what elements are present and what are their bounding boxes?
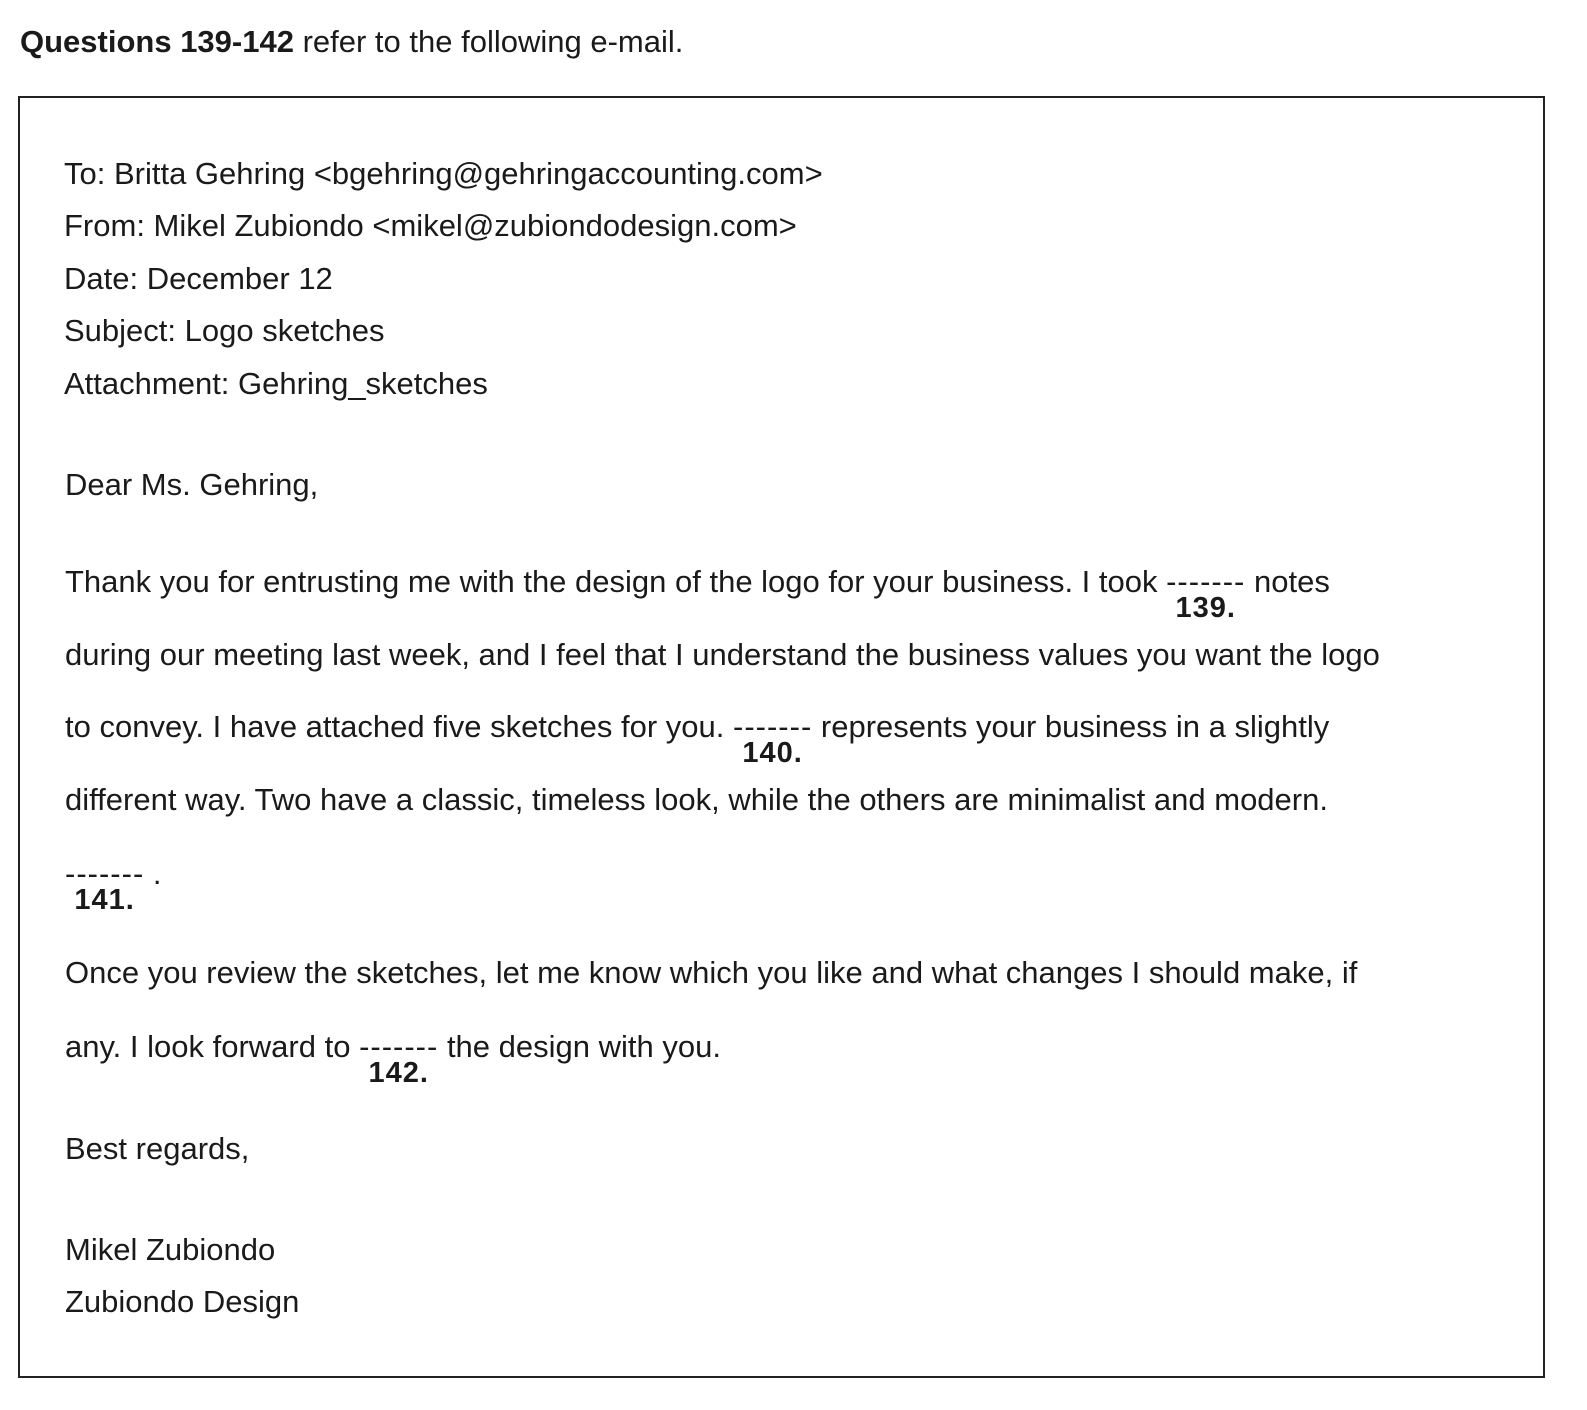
email-from: From: Mikel Zubiondo <mikel@zubiondodesign.com> [64, 208, 797, 243]
blank-140-dashes: ------- [733, 709, 813, 744]
p3-line2-text-b: the design with you. [438, 1029, 721, 1064]
paragraph-3-line-1: Once you review the sketches, let me know which you like and what changes I should make, if [65, 955, 1358, 990]
email-closing: Best regards, [65, 1131, 250, 1166]
blank-142 [359, 1027, 439, 1089]
email-attachment: Attachment: Gehring_sketches [64, 366, 488, 401]
email-to: To: Britta Gehring <bgehring@gehringaccounting.com> [64, 156, 823, 191]
email-container [18, 96, 1545, 1378]
blank-141 [65, 854, 145, 916]
paragraph-2 [65, 854, 162, 916]
question-range: Questions 139-142 [20, 24, 294, 59]
blank-139-dashes: ------- [1166, 564, 1246, 599]
p3-line2-text-a: any. I look forward to [65, 1029, 360, 1064]
email-subject: Subject: Logo sketches [64, 313, 385, 348]
blank-139 [1166, 562, 1246, 624]
blank-141-number: 141. [74, 884, 135, 916]
blank-140 [733, 707, 813, 769]
blank-141-period: . [144, 856, 162, 891]
signature-company: Zubiondo Design [65, 1284, 300, 1319]
blank-139-number: 139. [1175, 592, 1236, 624]
paragraph-1-line-3 [65, 707, 1330, 769]
email-greeting: Dear Ms. Gehring, [65, 467, 319, 502]
blank-142-number: 142. [368, 1057, 429, 1089]
paragraph-1-line-4: different way. Two have a classic, timeless look, while the others are minimalist and modern. [65, 782, 1328, 817]
paragraph-1-line-2: during our meeting last week, and I feel that I understand the business values you want the logo [65, 637, 1380, 672]
paragraph-1-line-1 [65, 562, 1330, 624]
p1-line3-text-b: represents your business in a slightly [812, 709, 1330, 744]
paragraph-3-line-2 [65, 1027, 721, 1089]
p1-line1-text-b: notes [1245, 564, 1330, 599]
p1-line3-text-a: to convey. I have attached five sketches for you. [65, 709, 734, 744]
blank-142-dashes: ------- [359, 1029, 439, 1064]
blank-140-number: 140. [742, 737, 803, 769]
email-date: Date: December 12 [64, 261, 333, 296]
signature-name: Mikel Zubiondo [65, 1232, 276, 1267]
p1-line1-text-a: Thank you for entrusting me with the design of the logo for your business. I took [65, 564, 1167, 599]
question-intro [20, 22, 683, 62]
question-intro-text: refer to the following e-mail. [293, 24, 684, 59]
blank-141-dashes: ------- [65, 856, 145, 891]
